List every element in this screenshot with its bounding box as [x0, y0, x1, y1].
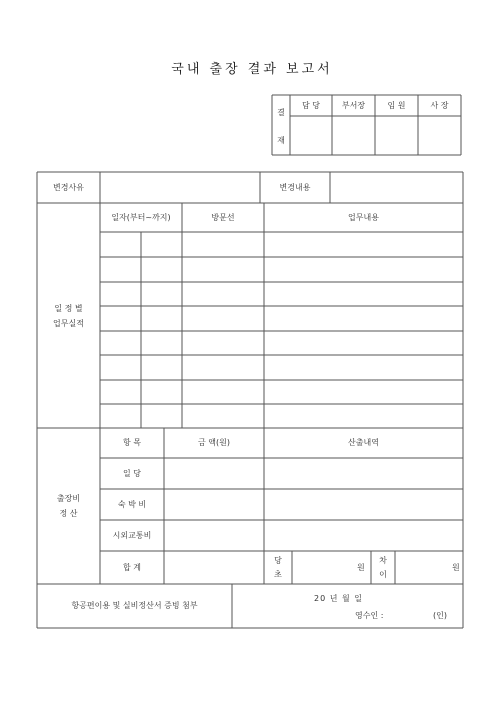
- change-content-label: 변경내용: [279, 183, 311, 192]
- expense-diff-top: 차: [379, 556, 387, 565]
- schedule-section-label-2: 업무실적: [53, 319, 84, 328]
- approval-header-staff: 담 당: [302, 101, 320, 110]
- footer-receipt-label: 영수인 :: [355, 611, 384, 620]
- expense-budget-top: 당: [274, 556, 282, 565]
- expense-section-label-1: 출장비: [56, 494, 81, 503]
- approval-header-president: 사 장: [430, 101, 449, 110]
- schedule-section-label-1: 일 정 별: [54, 304, 83, 313]
- expense-row-lodging: 숙 박 비: [117, 500, 147, 509]
- change-content-field[interactable]: [331, 173, 462, 202]
- page-title: 국내 출장 결과 보고서: [171, 62, 333, 77]
- expense-col-item: 항 목: [123, 438, 141, 447]
- footer-date: 20 년 월 일: [314, 594, 363, 603]
- approval-header-executive: 임 원: [387, 101, 406, 110]
- expense-col-detail: 산출내역: [348, 438, 379, 447]
- expense-row-transport: 시외교통비: [112, 531, 152, 540]
- approval-header-manager: 부서장: [341, 101, 366, 110]
- change-reason-label: 변경사유: [53, 183, 84, 192]
- expense-col-amount: 금 액(원): [198, 438, 230, 447]
- expense-section-label-2: 정 산: [59, 509, 78, 518]
- schedule-col-date: 일자(부터~까지): [111, 213, 171, 222]
- schedule-col-visit: 방문선: [211, 213, 235, 222]
- change-reason-field[interactable]: [101, 173, 259, 202]
- approval-sign-staff[interactable]: [291, 117, 331, 154]
- approval-sign-executive[interactable]: [376, 117, 417, 154]
- expense-won-2: 원: [452, 563, 460, 572]
- footer-attach-note: 항공편이용 및 실비정산서 증빙 첨부: [71, 601, 198, 610]
- approval-side-top: 결: [277, 108, 285, 117]
- approval-side-bottom: 재: [277, 136, 285, 145]
- approval-sign-president[interactable]: [419, 117, 460, 154]
- footer-seal: (인): [433, 611, 447, 620]
- approval-sign-manager[interactable]: [333, 117, 374, 154]
- expense-row-daily: 일 당: [123, 469, 141, 478]
- schedule-col-work: 업무내용: [348, 213, 379, 222]
- expense-total-label: 합 계: [123, 563, 141, 572]
- expense-budget-bottom: 초: [274, 570, 282, 579]
- expense-won-1: 원: [357, 563, 365, 572]
- expense-diff-bottom: 이: [379, 570, 387, 579]
